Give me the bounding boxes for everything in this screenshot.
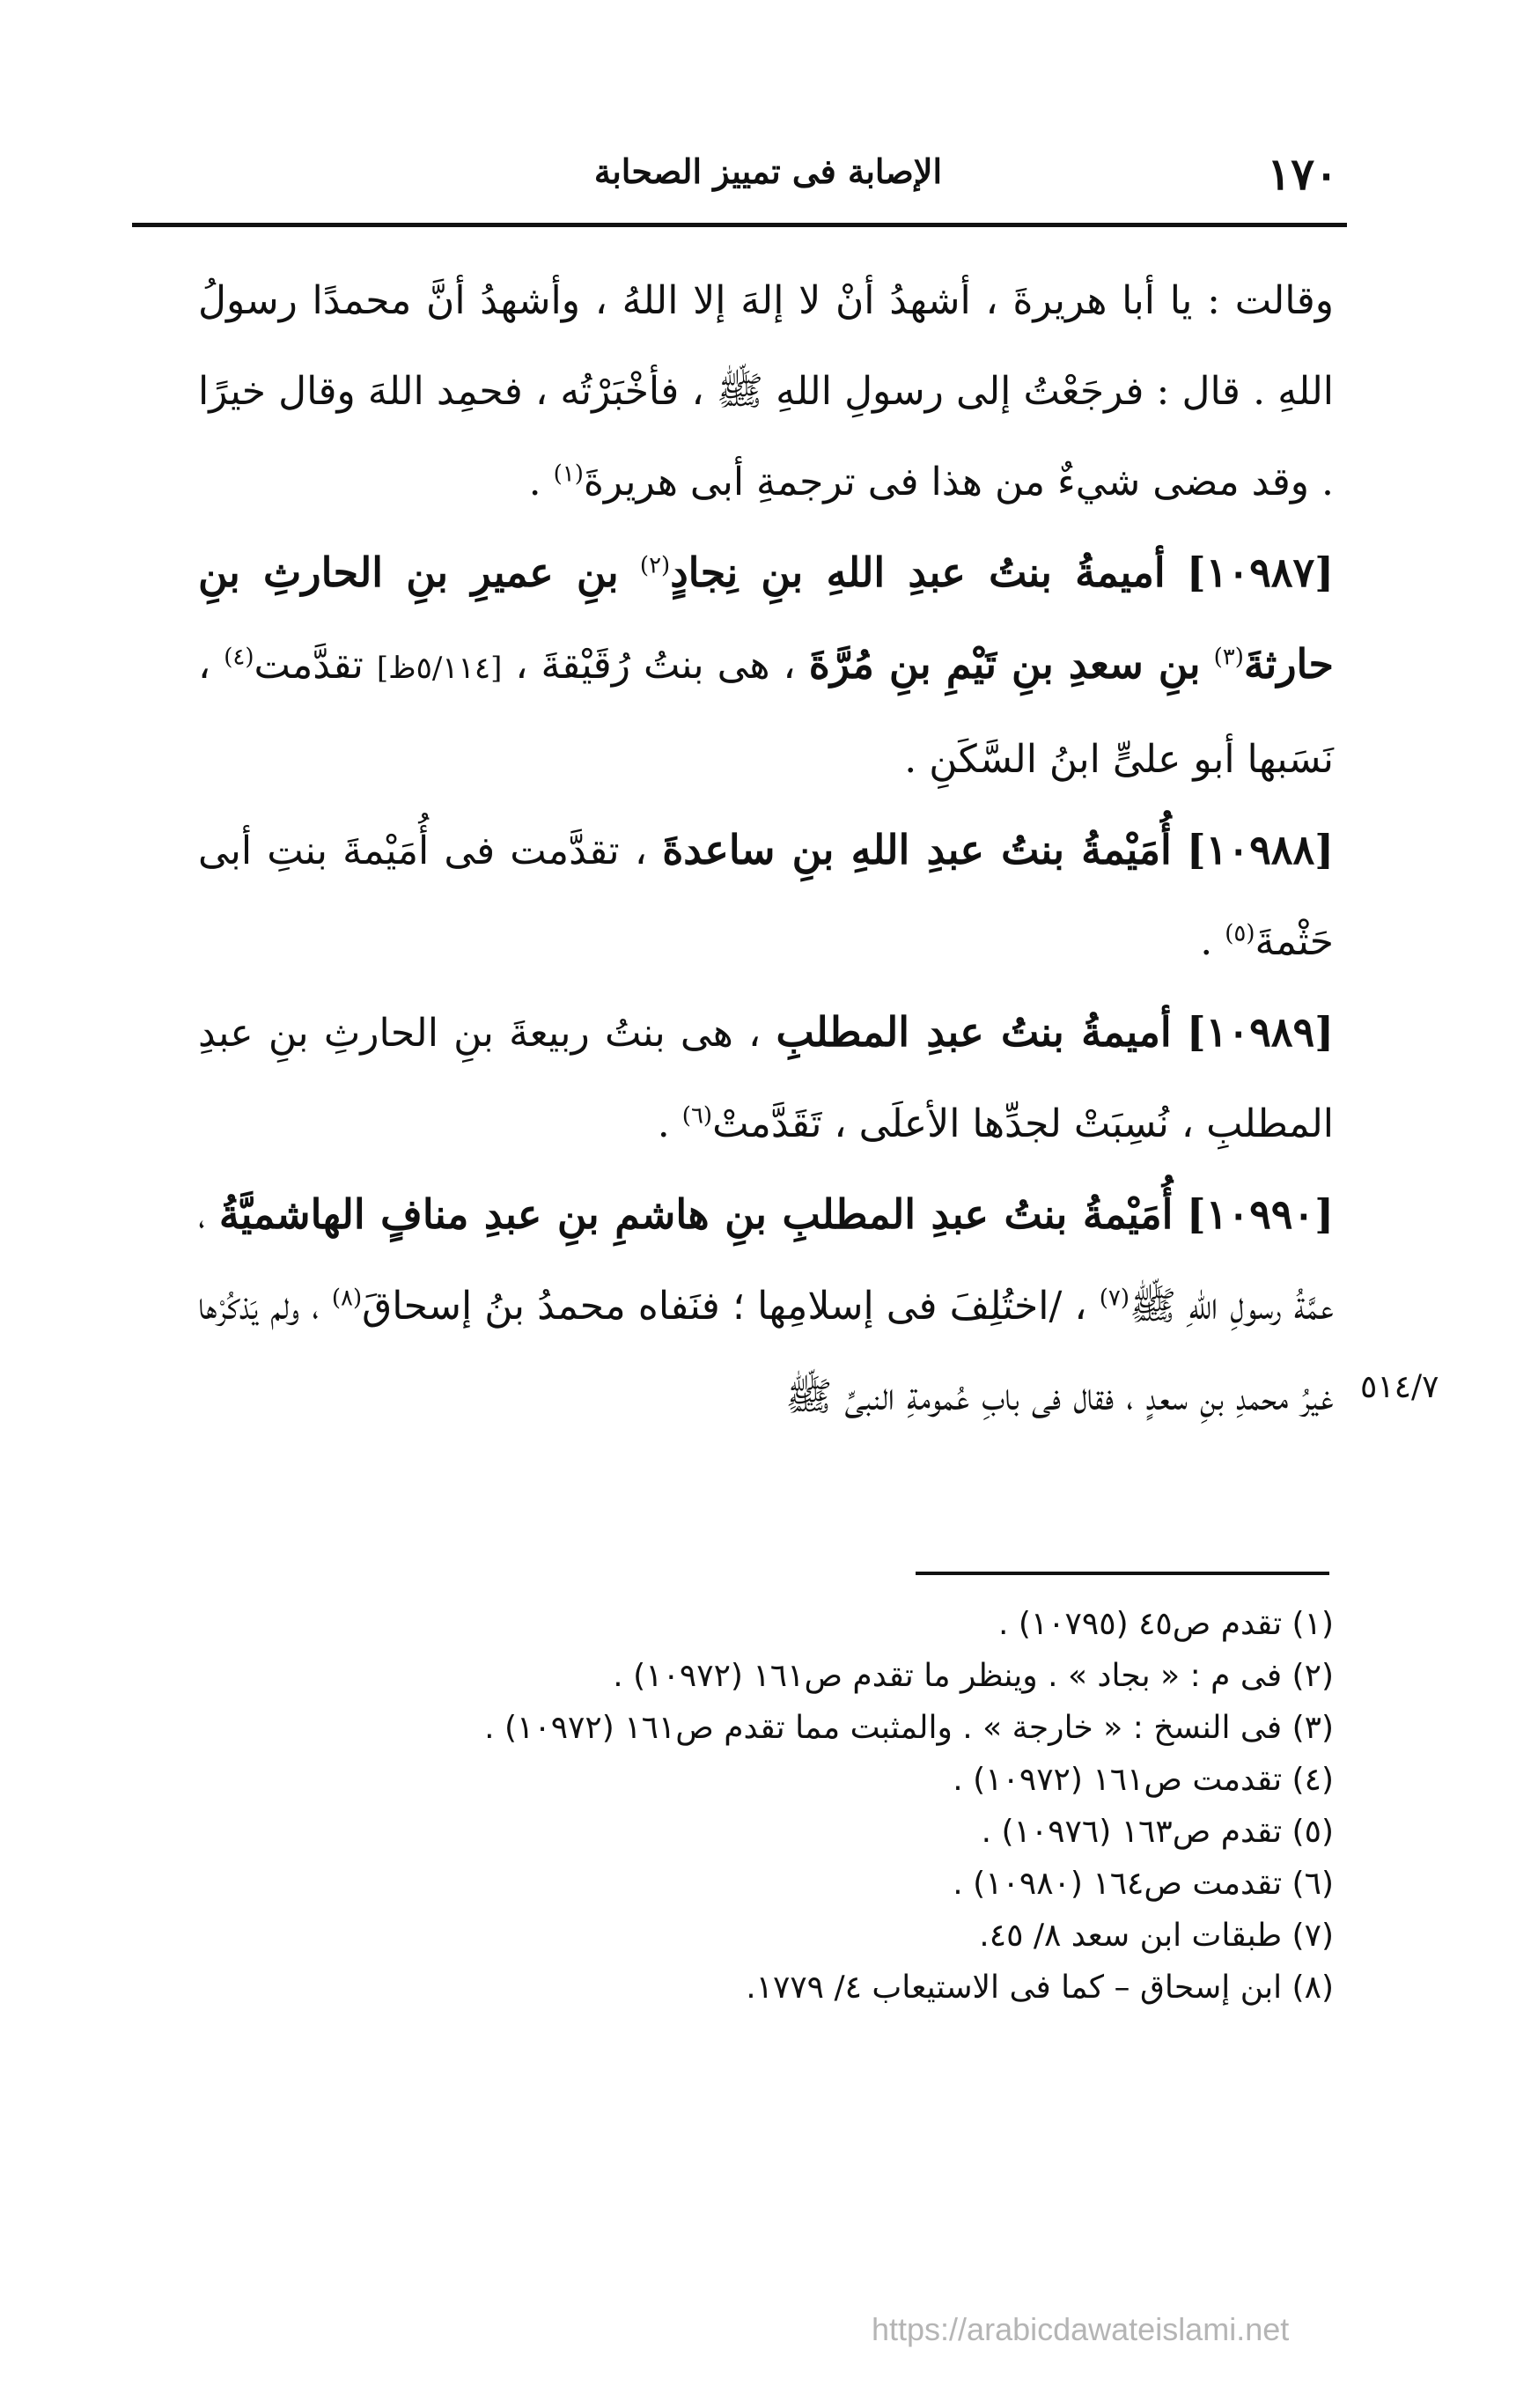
entry-text: ، هى بنتُ رُقَيْقةَ ، — [515, 643, 796, 688]
footnote: (٤) تقدمت ص١٦١ (١٠٩٧٢) . — [953, 1762, 1334, 1798]
footnote-ref-4: (٤) — [224, 644, 254, 671]
entry-name-cont-2: بنِ سعدِ بنِ تَيْمِ بنِ مُرَّةَ — [808, 640, 1201, 688]
entry-number: [١٠٩٨٧] — [1186, 549, 1334, 596]
entry-10989 — [198, 987, 1334, 1169]
entry-number: [١٠٩٩٠] — [1186, 1190, 1334, 1238]
entry-name: أميمةُ بنتُ عبدِ المطلبِ — [776, 1008, 1172, 1056]
intro-text: وقالت : يا أبا هريرةَ ، أشهدُ أنْ لا إلهَ إلا اللهُ ، وأشهدُ أنَّ محمدًا رسولُ اللهِ . قال : فرجَعْتُ إلى رسولِ اللهِ ﷺ ، فأخْبَرْتُه ، فحمِد اللهَ وقال خيرًا . وقد مضى شيءٌ من هذا فى ترجمةِ أبى هريرةَ — [198, 278, 1334, 504]
entry-10987 — [198, 527, 1334, 805]
entry-number: [١٠٩٨٩] — [1186, 1008, 1334, 1056]
footnote: (٢) فى م : « بجاد » . وينظر ما تقدم ص١٦١ (١٠٩٧٢) . — [613, 1658, 1334, 1694]
footnote: (٥) تقدم ص١٦٣ (١٠٩٧٦) . — [981, 1814, 1334, 1850]
entry-10988 — [198, 805, 1334, 987]
intro-end: . — [528, 460, 554, 504]
entry-number: [١٠٩٨٨] — [1186, 826, 1334, 873]
entry-text-2: تقدَّمت — [254, 643, 364, 688]
footnote-rule — [916, 1572, 1329, 1575]
footnote: (٦) تقدمت ص١٦٤ (١٠٩٨٠) . — [953, 1866, 1334, 1902]
footnote: (٣) فى النسخ : « خارجة » . والمثبت مما تقدم ص١٦١ (١٠٩٧٢) . — [484, 1710, 1334, 1746]
entry-name: أميمةُ بنتُ عبدِ اللهِ بنِ نِجادٍ — [670, 549, 1166, 596]
entry-name-cont: بنِ عميرِ بنِ الحارثِ بنِ حارثةَ — [198, 549, 1334, 688]
entry-text-3: ، ولم يَذكُرْها غيرُ محمدِ بنِ سعدٍ ، فقال فى بابِ عُمومةِ النبىِّ ﷺ — [198, 1284, 1334, 1419]
entry-10990 — [198, 1169, 1334, 1442]
entry-text: ، هى بنتُ ربيعةَ بنِ الحارثِ بنِ عبدِ المطلبِ ، نُسِبَتْ لجدِّها الأعلَى ، تَقَدَّمتْ — [198, 1011, 1334, 1146]
footnote: (٨) ابن إسحاق – كما فى الاستيعاب ٤/ ١٧٧٩. — [746, 1970, 1334, 2006]
intro-paragraph — [198, 255, 1334, 527]
manuscript-page-ref: [٥/١١٤ظ] — [376, 651, 503, 686]
footnote-ref-5: (٥) — [1225, 920, 1255, 947]
entry-text-3: ، نَسَبها أبو علىٍّ ابنُ السَّكَنِ . — [198, 643, 1334, 782]
footnote-ref-8: (٨) — [331, 1285, 363, 1312]
entry-text: ، عمَّةُ رسولِ اللهِ ﷺ — [198, 1193, 1334, 1329]
entry-name: أُمَيْمةُ بنتُ عبدِ اللهِ بنِ ساعدةَ — [662, 826, 1172, 873]
footnote-ref-1: (١) — [553, 460, 584, 488]
footnote-ref-7: (٧) — [1099, 1285, 1130, 1312]
main-text — [198, 255, 1334, 1442]
entry-end: . — [657, 1101, 682, 1146]
margin-volume-page-note: ٥١٤/٧ — [1360, 1369, 1439, 1405]
page-number: ١٧٠ — [1267, 148, 1338, 200]
running-title: الإصابة فى تمييز الصحابة — [593, 151, 942, 191]
entry-end: . — [1200, 919, 1225, 964]
entry-text: ، تقدَّمت فى أُمَيْمةَ بنتِ أبى حَثْمةَ — [198, 828, 1334, 964]
page-header — [132, 132, 1347, 203]
footnote: (١) تقدم ص٤٥ (١٠٧٩٥) . — [997, 1606, 1334, 1642]
entry-name: أُمَيْمةُ بنتُ عبدِ المطلبِ بنِ هاشمِ بنِ عبدِ منافٍ الهاشميَّةُ — [218, 1190, 1174, 1238]
entry-text-2: ، /اختُلِفَ فى إسلامِها ؛ فنَفاه محمدُ بنُ إسحاقَ — [362, 1284, 1087, 1329]
header-rule — [132, 223, 1347, 227]
footnote-ref-2: (٢) — [639, 552, 671, 579]
footnote-ref-6: (٦) — [681, 1102, 713, 1130]
footnote: (٧) طبقات ابن سعد ٨/ ٤٥. — [979, 1918, 1334, 1954]
footnotes — [198, 1598, 1334, 2014]
watermark-url: https://arabicdawateislami.net — [872, 2311, 1290, 2347]
footnote-ref-3: (٣) — [1213, 644, 1244, 671]
